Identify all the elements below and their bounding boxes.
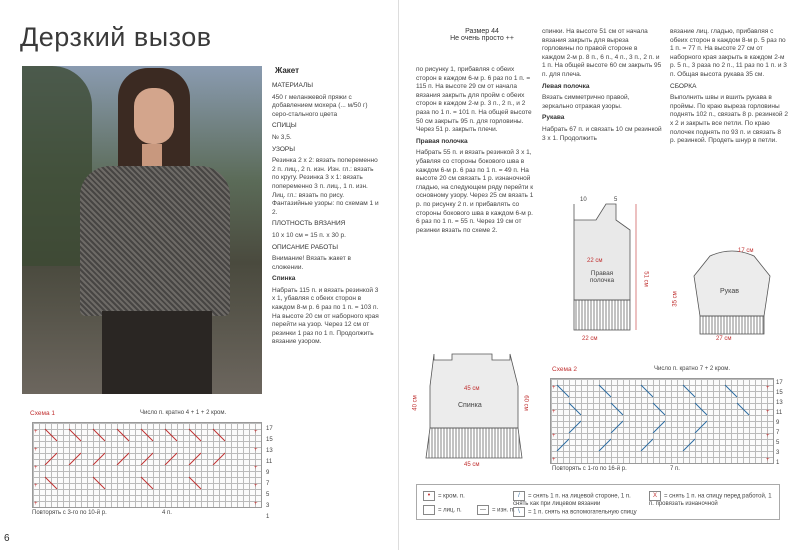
patterns-heading: УЗОРЫ (272, 145, 295, 153)
scheme-2-row-numbers: 17 15 13 11 9 7 5 3 1 (776, 380, 783, 466)
svg-text:+: + (34, 447, 38, 453)
assembly-text: Выполнить швы и вшить рукава в проймы. По краю выреза горловины поднять 102 п., связать 8 р. резинкой 2 х 2 и закрыть все петли. По краю полочек поднять по 93 п. и связать 8 р. резинкой. Продеть шнур в петли. (670, 94, 788, 145)
legend-aux-label: = 1 п. снять на вспомогательную спицу (528, 509, 637, 516)
legend-item-knit (423, 505, 462, 515)
scheme-1-rap: 4 п. (162, 510, 172, 516)
svg-text:+: + (766, 457, 770, 463)
needles-heading: СПИЦЫ (272, 122, 297, 130)
front-dim-top: 10 (580, 197, 587, 203)
legend-purl-label: = изн. п. (492, 507, 515, 514)
svg-text:+: + (254, 429, 258, 435)
svg-text:+: + (552, 409, 556, 415)
model-photo (22, 66, 262, 394)
needles-text: № 3,5. (272, 133, 292, 141)
back-dim-right: 60 см (522, 395, 529, 411)
legend-edge-symbol: • (423, 491, 435, 501)
sleeve-dim-height: 35 см (672, 291, 679, 307)
scheme-1-repeat: Повторять с 3-го по 10-й р. (32, 510, 107, 516)
back-heading: Спинка (272, 275, 296, 283)
sleeve-text: Набрать 67 п. и связать 10 см резинкой 3 х 1. Продолжить (542, 125, 662, 142)
col1-text: по рисунку 1, прибавляя с обеих сторон в каждом 6-м р. 6 раз по 1 п. = 115 п. На высоте 29 см от начала вязания закрыть для пройм с обеих сторон в каждом 2-м р. 3 п., 2 п., и 2 раза по 1 п. = 101 п. На общей высоте 50 см закрыть 95 п. для горловины. Через 51 р. закрыть плечи. (416, 66, 532, 134)
description-text: Внимание! Вязать жакет в сложении. (272, 255, 352, 271)
front-dim-width: 22 см (587, 258, 603, 264)
legend-slip-label: = снять 1 п. на лицевой стороне, 1 п. снять как при лицевом вязании (513, 493, 631, 507)
legend-item-purl (477, 505, 515, 515)
svg-text:+: + (254, 483, 258, 489)
legend-knit-symbol (423, 505, 435, 515)
scheme-2-grid (550, 378, 774, 464)
size-heading: Размер 44 (465, 28, 499, 35)
svg-text:+: + (766, 385, 770, 391)
size-block (422, 28, 542, 42)
scheme-1-rapport: Число п. кратно 4 + 1 + 2 кром. (140, 410, 227, 416)
legend-cross-label: = снять 1 п. на спицу перед работой, 1 п. провязать изнаночной (649, 493, 772, 507)
svg-text:+: + (254, 501, 258, 507)
right-column-3 (670, 28, 788, 149)
difficulty-label: Не очень просто ++ (450, 35, 514, 42)
svg-text:+: + (254, 465, 258, 471)
svg-text:+: + (34, 501, 38, 507)
svg-text:+: + (552, 385, 556, 391)
col2-text: спинки. На высоте 51 см от начала вязания закрыть для выреза горловины по правой стороне в каждом 2-м р. 8 п., 6 п., 4 п., 3 п., 2 п. и 1 п. На общей высоте 60 см закрыть 95 п. для плеча. (542, 28, 662, 78)
left-text-column (272, 82, 382, 350)
garment-name: Жакет (275, 66, 300, 75)
assembly-heading: СБОРКА (670, 82, 697, 90)
photo-jacket (80, 166, 230, 316)
legend-item-aux (513, 507, 643, 517)
legend-aux-symbol: \ (513, 507, 525, 517)
front-dim-top2: 5 (614, 197, 618, 203)
materials-heading: МАТЕРИАЛЫ (272, 82, 314, 89)
legend-purl-symbol: — (477, 505, 489, 515)
materials-text: 450 г меланжевой пряжи с добавлением мохера (... м/50 г) серо-стального цвета (272, 93, 368, 118)
front-dim-height: 51 см (642, 271, 649, 287)
scheme-1-grid (32, 422, 262, 508)
front-dim-bottom: 22 см (582, 336, 598, 342)
svg-text:+: + (766, 409, 770, 415)
patterns-text: Резинка 2 х 2: вязать попеременно 2 п. лиц., 2 п. изн. Изн. гл.: вязать по кругу. Резинка 3 х 1: вязать попеременно 3 п. лиц., 1 п. изн. Лиц. гл.: вязать по рису. Фантазийные узоры: по схемам 1 и 2. (272, 157, 379, 216)
symbol-legend (416, 484, 780, 520)
page-number: 6 (4, 533, 10, 544)
svg-text:+: + (254, 447, 258, 453)
front-text: Набрать 55 п. и вязать резинкой 3 х 1, убавляя со стороны бокового шва в каждом 6-м р. 6 раз по 1 п. = 49 п. На высоте 20 см связать 1 р. изнаночной гладью, на следующем ряду перейти к основному узору. Через 25 см вязать 1 р. по рисунку 2 п. и прибавлять со стороны бокового шва в каждом 6-м р. 6 раз по 1 п. = 55 п. Через 19 см от резинки вязать по схеме 2. (416, 149, 534, 234)
front-label: Правая полочка (589, 270, 615, 284)
svg-text:+: + (552, 433, 556, 439)
svg-text:+: + (552, 457, 556, 463)
legend-cross-symbol: X (649, 491, 661, 501)
legend-item-slip (513, 491, 643, 507)
back-dim-left: 40 см (412, 395, 419, 411)
page-title: Дерзкий вызов (20, 22, 212, 52)
scheme-2-rap: 7 п. (670, 466, 680, 472)
legend-edge-label: = кром. п. (438, 493, 465, 500)
scheme-2-repeat: Повторять с 1-го по 16-й р. (552, 466, 627, 472)
back-label: Спинка (458, 402, 482, 409)
density-heading: ПЛОТНОСТЬ ВЯЗАНИЯ (272, 220, 346, 228)
legend-item-edge (423, 491, 465, 501)
front-heading: Правая полочка (416, 137, 468, 145)
scheme-1-row-numbers: 17 15 13 11 9 7 5 3 1 (266, 426, 273, 520)
scheme-1 (22, 410, 286, 522)
photo-face (134, 88, 174, 144)
svg-text:+: + (34, 429, 38, 435)
right-column-2 (542, 28, 662, 146)
scheme-2-symbols (551, 379, 773, 463)
legend-knit-label: = лиц. п. (438, 507, 462, 514)
legend-item-cross (649, 491, 775, 507)
svg-text:+: + (34, 483, 38, 489)
col3-text: вязание лиц. гладью, прибавляя с обеих сторон в каждом 8-м р. 5 раз по 1 п. = 77 п. На высоте 27 см от наборного края закрыть в каждом 2-м р. 5 п., 3 раза по 2 п., 11 раз по 1 п. и 3 п. Общая высота рукава 35 см. (670, 28, 787, 78)
legend-slip-symbol: / (513, 491, 525, 501)
scheme-1-title: Схема 1 (30, 410, 55, 417)
back-dim-width: 45 см (464, 462, 480, 468)
sleeve-heading: Рукава (542, 114, 565, 122)
left-front-text: Вязать симметрично правой, зеркально отражая узоры. (542, 94, 630, 110)
left-front-heading: Левая полочка (542, 82, 590, 90)
right-column-1 (416, 66, 536, 238)
sleeve-label: Рукав (720, 288, 739, 295)
sleeve-dim-top: 17 см (738, 248, 754, 254)
photo-pants (102, 311, 212, 394)
scheme-2-rapport: Число п. кратно 7 + 2 кром. (654, 366, 731, 372)
back-text: Набрать 115 п. и вязать резинкой 3 х 1, убавляя с обеих сторон в каждом 8-м р. 6 раз по 1 п. = 103 п. На высоте 20 см от наборного края перейти на узор. Через 12 см от резинки 1 раз по 1 п. Продолжить вязание узором. (272, 286, 379, 346)
scheme-1-symbols (33, 423, 261, 507)
description-heading: ОПИСАНИЕ РАБОТЫ (272, 243, 339, 251)
density-text: 10 х 10 см = 15 п. х 30 р. (272, 231, 346, 239)
scheme-2-title: Схема 2 (552, 366, 577, 373)
left-page (0, 0, 399, 550)
back-dim-chest: 45 см (464, 386, 480, 392)
svg-text:+: + (766, 433, 770, 439)
svg-text:+: + (34, 465, 38, 471)
right-page (402, 0, 800, 550)
sleeve-dim-bottom: 27 см (716, 336, 732, 342)
